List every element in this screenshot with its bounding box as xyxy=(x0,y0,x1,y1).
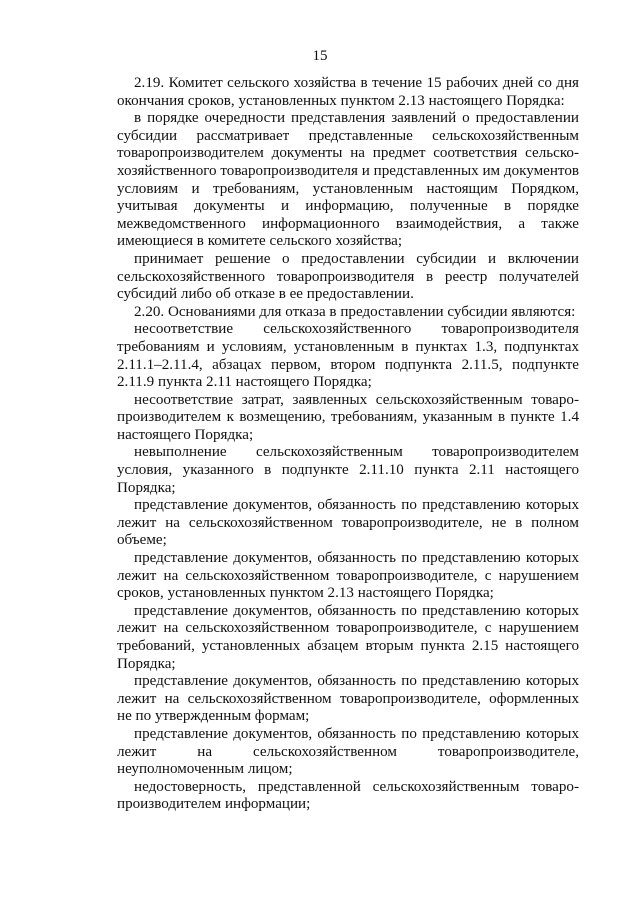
paragraph-refusal-costs: несоответствие затрат, заявленных сельскохозяйственным товаропроизводителем к возмещению, требованиям, указанным в пункте 1.4 настоящего Порядка; xyxy=(117,391,579,443)
paragraph-refusal-condition: невыполнение сельскохозяйственным товаропроизводителем условия, указанного в подпункте 2.11.10 пункта 2.11 настоящего Порядка; xyxy=(117,444,579,496)
document-body xyxy=(117,75,579,814)
paragraph-decision: принимает решение о предоставлении субсидии и включении сельскохозяйственного товаропроизводителя в реестр получателей субсидий либо об отказе в ее предоставлении. xyxy=(117,250,579,303)
paragraph-refusal-unreliable: недостоверность, представленной сельскохозяйственным товаропроизводителем информации; xyxy=(117,778,579,813)
paragraph-review-documents: в порядке очередности представления заявлений о предоставлении субсидии рассматривает представленные сельскохозяйственным товаропроизводителем документы на предмет соответствия сельскохозяйственного товаропроизводителя и представленных им документов условиям и требованиям, установленным настоящим Порядком, учитывая документы и информацию, полученные в порядке межведомственного информационного взаимодействия, а также имеющиеся в комитете сельского хозяйства; xyxy=(117,110,579,250)
paragraph-refusal-unauthorized: представление документов, обязанность по представлению которых лежит на сельскохозяйственном товаропроизводителе, неуполномоченным лицом; xyxy=(117,725,579,778)
paragraph-2-19-intro: 2.19. Комитет сельского хозяйства в течение 15 рабочих дней со дня окончания сроков, установленных пунктом 2.13 настоящего Порядка: xyxy=(117,75,579,109)
paragraph-2-20-intro: 2.20. Основаниями для отказа в предоставлении субсидии являются: xyxy=(134,303,576,320)
paragraph-refusal-requirements: представление документов, обязанность по представлению которых лежит на сельскохозяйственном товаропроизводителе, с нарушением требований, установленных абзацем вторым пункта 2.15 настоящего Порядка; xyxy=(117,602,579,672)
paragraph-refusal-late: представление документов, обязанность по представлению которых лежит на сельскохозяйственном товаропроизводителе, с нарушением сроков, установленных пунктом 2.13 настоящего Порядка; xyxy=(117,550,579,602)
paragraph-refusal-forms: представление документов, обязанность по представлению которых лежит на сельскохозяйственном товаропроизводителе, оформленных не по утвержденным формам; xyxy=(117,673,579,725)
paragraph-refusal-incomplete: представление документов, обязанность по представлению которых лежит на сельскохозяйственном товаропроизводителе, не в полном объеме; xyxy=(117,497,579,549)
paragraph-refusal-noncompliance-producer: несоответствие сельскохозяйственного товаропроизводителя требованиям и условиям, установленным в пунктах 1.3, подпунктах 2.11.1–2.11.4, абзацах первом, втором подпункта 2.11.5, подпункте 2.11.9 пункта 2.11 настоящего Порядка; xyxy=(117,321,579,391)
page-number: 15 xyxy=(312,48,328,64)
